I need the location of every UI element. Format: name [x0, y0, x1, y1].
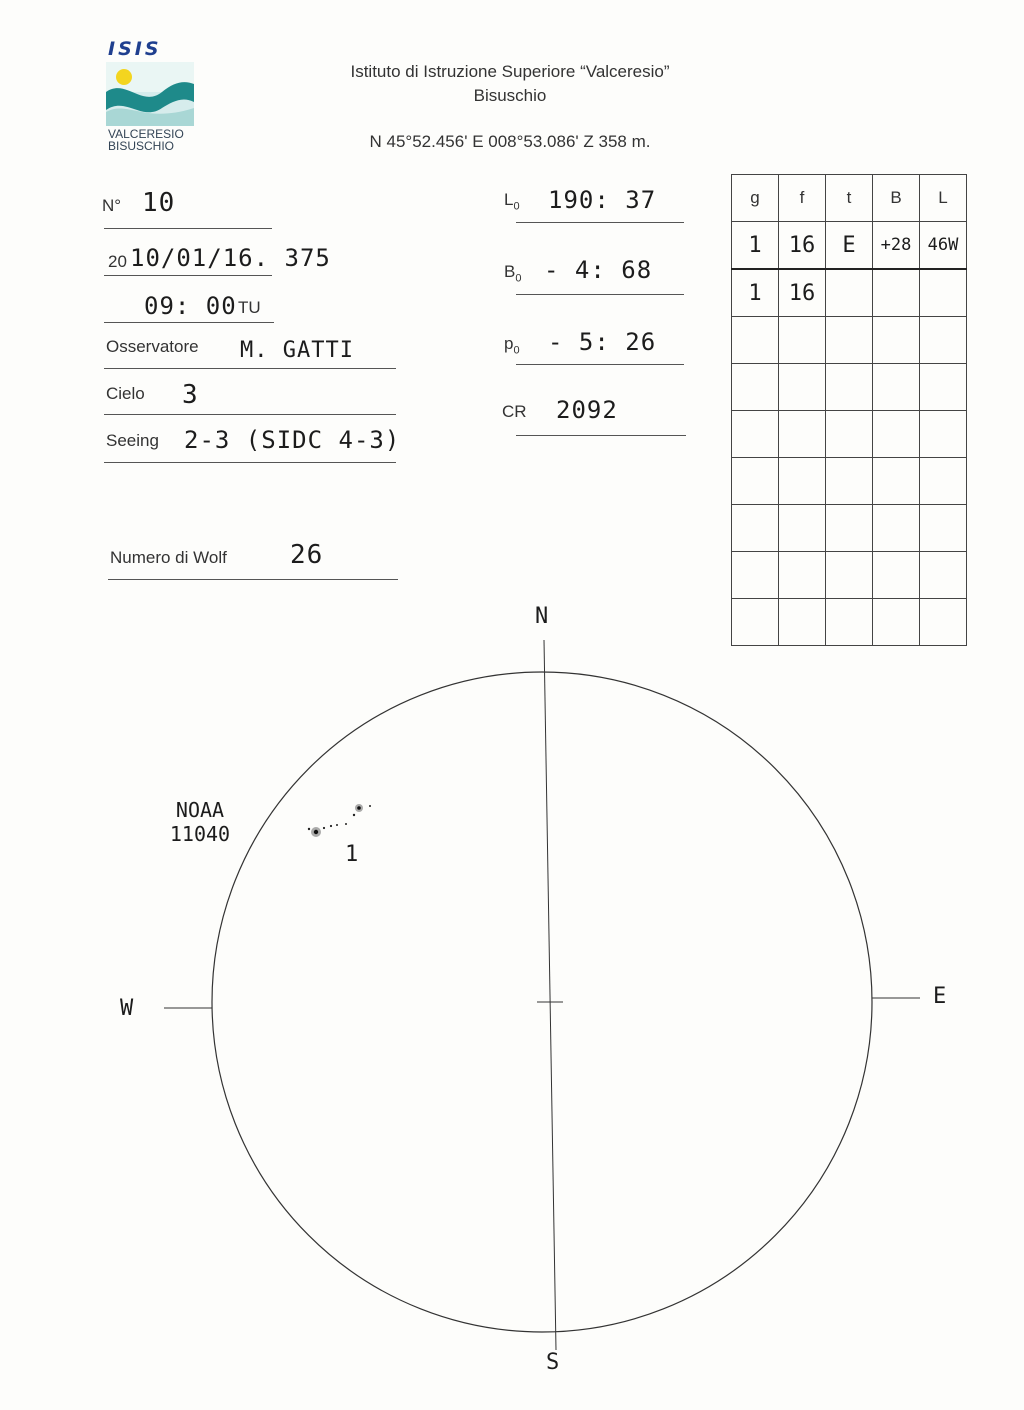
logo-caption-line2: BISUSCHIO: [108, 139, 175, 153]
header-t: t: [826, 175, 873, 222]
sunspot-group-1: [308, 804, 371, 837]
header-f: f: [779, 175, 826, 222]
table-row: [732, 364, 967, 411]
table-cell: 16: [779, 269, 826, 317]
l0-value: 190: 37: [548, 186, 657, 214]
sky-value: 3: [182, 380, 199, 410]
seeing-value: 2-3 (SIDC 4-3): [184, 426, 401, 454]
sunspot: [369, 805, 371, 807]
table-cell: [732, 317, 779, 364]
table-cell: [873, 364, 920, 411]
observer-line: [104, 368, 396, 369]
logo-caption-line1: VALCERESIO: [108, 127, 184, 141]
sky-label: Cielo: [106, 384, 145, 403]
logo-wordmark: ISIS: [108, 38, 162, 60]
table-cell: 16: [779, 222, 826, 270]
table-cell: [920, 458, 967, 505]
b0-label: [504, 262, 521, 284]
p0-label-subscript: 0: [513, 344, 520, 357]
table-row: [732, 317, 967, 364]
b0-label-text: B: [504, 262, 516, 281]
table-cell: [920, 505, 967, 552]
date-prefix: 20: [108, 252, 127, 271]
school-logo: [106, 62, 194, 126]
number-line: [104, 228, 272, 229]
table-cell: [779, 411, 826, 458]
carrington-rotation-value: 2092: [556, 396, 618, 424]
table-cell: [826, 317, 873, 364]
wolf-number-line: [108, 579, 398, 580]
institute-name: Istituto di Istruzione Superiore “Valceresio”: [350, 62, 670, 81]
header-b: B: [873, 175, 920, 222]
table-row: [732, 222, 967, 270]
table-cell: [920, 317, 967, 364]
observer-label: Osservatore: [106, 337, 199, 356]
region-label: [160, 798, 240, 846]
solar-disk-drawing: [0, 590, 1024, 1390]
table-cell: [826, 364, 873, 411]
sun-icon: [116, 69, 132, 85]
date-line: [104, 275, 272, 276]
l0-label-text: L: [504, 190, 514, 209]
carrington-rotation-line: [516, 435, 686, 436]
table-cell: +28: [873, 222, 920, 270]
seeing-line: [104, 462, 396, 463]
table-row: [732, 269, 967, 317]
sky-line: [104, 414, 396, 415]
sunspot: [330, 825, 332, 827]
central-meridian: [544, 640, 556, 1350]
l0-label: [504, 190, 520, 212]
time-unit: TU: [238, 298, 261, 317]
table-cell: 46W: [920, 222, 967, 270]
sunspot-umbra: [314, 830, 318, 834]
p0-value: - 5: 26: [548, 328, 657, 356]
table-cell: [873, 458, 920, 505]
table-cell: [779, 505, 826, 552]
l0-label-subscript: 0: [513, 200, 520, 213]
sunspot: [353, 814, 355, 816]
west-label: W: [120, 996, 134, 1021]
table-cell: [779, 364, 826, 411]
header-l: L: [920, 175, 967, 222]
table-cell: 1: [732, 222, 779, 270]
b0-label-subscript: 0: [515, 272, 522, 285]
p0-line: [516, 364, 684, 365]
b0-value: - 4: 68: [544, 256, 653, 284]
time-value: 09: 00: [144, 292, 237, 320]
p0-label-text: p: [504, 334, 514, 353]
sunspot: [308, 828, 310, 830]
table-cell: E: [826, 222, 873, 270]
wolf-number-value: 26: [290, 540, 324, 570]
sunspot: [336, 824, 338, 826]
sunspot-umbra: [357, 806, 361, 810]
table-cell: [732, 411, 779, 458]
sunspot: [323, 827, 325, 829]
observatory-coordinates: N 45°52.456' E 008°53.086' Z 358 m.: [369, 132, 651, 151]
time-line: [104, 322, 274, 323]
table-cell: [920, 364, 967, 411]
table-cell: [826, 458, 873, 505]
table-cell: [826, 505, 873, 552]
table-cell: [826, 269, 873, 317]
table-cell: 1: [732, 269, 779, 317]
table-cell: [826, 411, 873, 458]
table-cell: [920, 269, 967, 317]
logo-caption: [108, 128, 184, 152]
table-row: [732, 505, 967, 552]
p0-label: [504, 334, 520, 356]
number-label: N°: [102, 196, 122, 215]
header-g: g: [732, 175, 779, 222]
sunspot-group-table: [731, 174, 967, 646]
table-cell: [873, 269, 920, 317]
institute-town: Bisuschio: [473, 86, 547, 105]
logo-graphic: [106, 62, 194, 126]
table-cell: [732, 364, 779, 411]
table-header-row: [732, 175, 967, 222]
carrington-rotation-label: CR: [502, 402, 527, 421]
region-label-line1: NOAA: [175, 798, 225, 822]
table-row: [732, 458, 967, 505]
date-value: 10/01/16. 375: [130, 244, 331, 272]
north-label: N: [535, 604, 549, 629]
region-label-line2: 11040: [169, 822, 231, 846]
group-number-label: 1: [345, 842, 360, 867]
b0-line: [516, 294, 684, 295]
table-cell: [920, 411, 967, 458]
table-cell: [873, 505, 920, 552]
number-value: 10: [142, 188, 176, 218]
table-cell: [779, 317, 826, 364]
l0-line: [516, 222, 684, 223]
south-label: S: [546, 1350, 560, 1375]
east-label: E: [933, 984, 947, 1009]
seeing-label: Seeing: [106, 431, 159, 450]
table-cell: [873, 317, 920, 364]
table-cell: [873, 411, 920, 458]
table-row: [732, 411, 967, 458]
table-cell: [779, 458, 826, 505]
wolf-number-label: Numero di Wolf: [110, 548, 227, 567]
table-cell: [732, 458, 779, 505]
sunspot: [345, 823, 347, 825]
observer-value: M. GATTI: [240, 338, 354, 363]
table-cell: [732, 505, 779, 552]
